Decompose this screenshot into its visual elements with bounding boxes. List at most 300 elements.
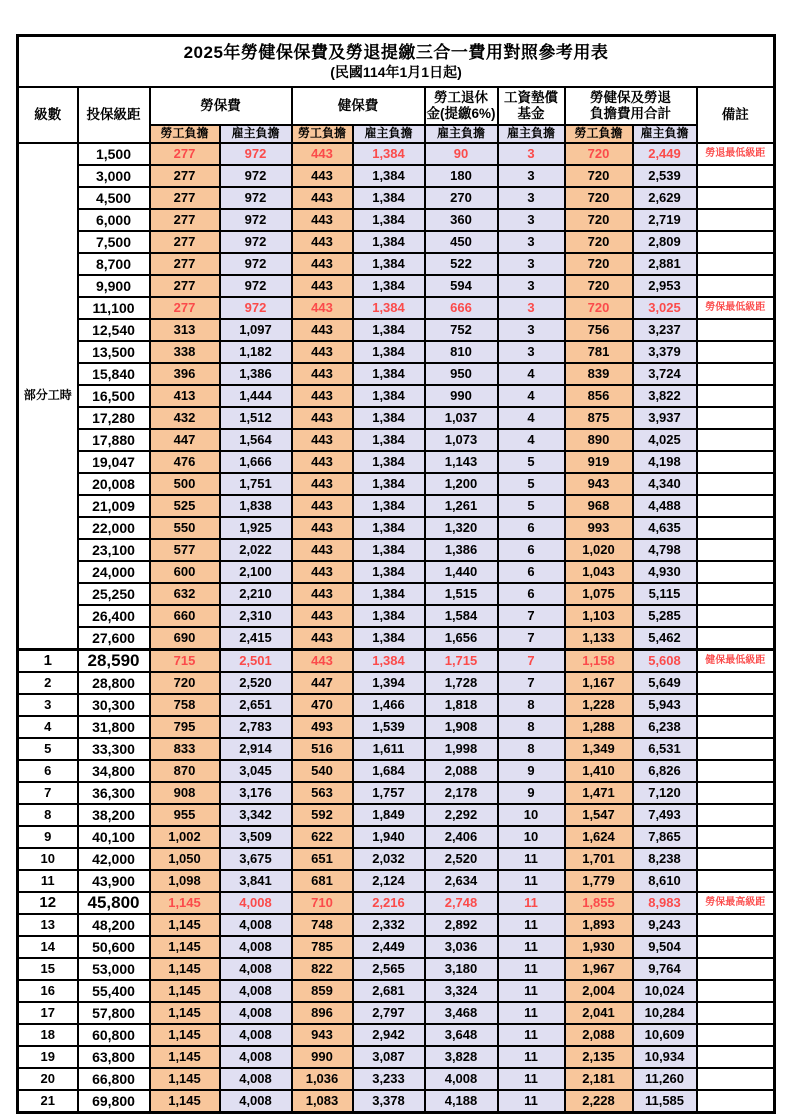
cell-level: 14 <box>18 936 78 958</box>
cell-health-worker: 443 <box>292 605 353 627</box>
cell-wage-fund-employer: 3 <box>498 209 565 231</box>
cell-total-employer: 11,260 <box>633 1068 697 1090</box>
cell-labor-employer: 4,008 <box>220 980 292 1002</box>
cell-bracket: 1,500 <box>78 143 150 165</box>
cell-health-employer: 1,940 <box>353 826 425 848</box>
cell-wage-fund-employer: 4 <box>498 385 565 407</box>
cell-bracket: 38,200 <box>78 804 150 826</box>
cell-wage-fund-employer: 3 <box>498 231 565 253</box>
cell-labor-employer: 2,415 <box>220 627 292 650</box>
cell-labor-worker: 476 <box>150 451 220 473</box>
col-header-labor-insurance: 勞保費 <box>150 87 292 125</box>
cell-health-worker: 443 <box>292 319 353 341</box>
cell-total-worker: 720 <box>565 231 633 253</box>
cell-bracket: 55,400 <box>78 980 150 1002</box>
table-row <box>18 385 775 407</box>
cell-total-worker: 756 <box>565 319 633 341</box>
cell-pension-employer: 1,037 <box>425 407 498 429</box>
cell-bracket: 34,800 <box>78 760 150 782</box>
cell-labor-worker: 632 <box>150 583 220 605</box>
subheader-total-worker: 勞工負擔 <box>565 125 633 143</box>
cell-total-employer: 4,488 <box>633 495 697 517</box>
cell-labor-employer: 4,008 <box>220 1046 292 1068</box>
pension-line1: 勞工退休 <box>434 90 488 106</box>
table-row <box>18 892 775 914</box>
col-header-level: 級數 <box>18 87 78 143</box>
cell-pension-employer: 950 <box>425 363 498 385</box>
cell-total-employer: 11,585 <box>633 1090 697 1113</box>
table-row <box>18 694 775 716</box>
cell-labor-worker: 432 <box>150 407 220 429</box>
cell-health-worker: 443 <box>292 363 353 385</box>
cell-health-worker: 443 <box>292 561 353 583</box>
cell-wage-fund-employer: 3 <box>498 275 565 297</box>
cell-wage-fund-employer: 3 <box>498 187 565 209</box>
cell-wage-fund-employer: 6 <box>498 539 565 561</box>
cell-labor-worker: 525 <box>150 495 220 517</box>
cell-total-worker: 1,133 <box>565 627 633 650</box>
pension-line2: 金(提繳6%) <box>426 106 496 121</box>
cell-labor-employer: 4,008 <box>220 936 292 958</box>
cell-pension-employer: 522 <box>425 253 498 275</box>
cell-pension-employer: 1,440 <box>425 561 498 583</box>
cell-bracket: 15,840 <box>78 363 150 385</box>
cell-health-employer: 1,757 <box>353 782 425 804</box>
cell-labor-employer: 972 <box>220 253 292 275</box>
cell-health-worker: 943 <box>292 1024 353 1046</box>
cell-labor-worker: 338 <box>150 341 220 363</box>
cell-wage-fund-employer: 5 <box>498 473 565 495</box>
cell-total-worker: 856 <box>565 385 633 407</box>
cell-pension-employer: 2,178 <box>425 782 498 804</box>
cell-pension-employer: 2,520 <box>425 848 498 870</box>
table-row <box>18 605 775 627</box>
cell-wage-fund-employer: 8 <box>498 716 565 738</box>
cell-labor-worker: 277 <box>150 165 220 187</box>
cell-labor-employer: 2,914 <box>220 738 292 760</box>
cell-total-worker: 1,158 <box>565 650 633 673</box>
cell-labor-worker: 795 <box>150 716 220 738</box>
cell-labor-employer: 972 <box>220 143 292 165</box>
cell-total-worker: 839 <box>565 363 633 385</box>
cell-total-employer: 3,237 <box>633 319 697 341</box>
cell-wage-fund-employer: 7 <box>498 650 565 673</box>
cell-labor-employer: 2,100 <box>220 561 292 583</box>
cell-labor-employer: 3,509 <box>220 826 292 848</box>
cell-health-employer: 1,384 <box>353 407 425 429</box>
cell-labor-worker: 277 <box>150 253 220 275</box>
cell-labor-employer: 2,520 <box>220 672 292 694</box>
cell-level: 19 <box>18 1046 78 1068</box>
cell-health-employer: 1,384 <box>353 297 425 319</box>
cell-remark: 勞保最低級距 <box>697 297 775 319</box>
cell-remark: 勞保最高級距 <box>697 892 775 914</box>
cell-health-employer: 1,384 <box>353 253 425 275</box>
cell-total-employer: 10,934 <box>633 1046 697 1068</box>
cell-level: 1 <box>18 650 78 673</box>
cell-bracket: 20,008 <box>78 473 150 495</box>
cell-total-employer: 3,379 <box>633 341 697 363</box>
cell-total-worker: 1,779 <box>565 870 633 892</box>
cell-labor-employer: 1,444 <box>220 385 292 407</box>
cell-remark <box>697 605 775 627</box>
cell-pension-employer: 594 <box>425 275 498 297</box>
subheader-pension-employer: 雇主負擔 <box>425 125 498 143</box>
table-row <box>18 980 775 1002</box>
cell-total-worker: 1,075 <box>565 583 633 605</box>
cell-bracket: 3,000 <box>78 165 150 187</box>
cell-health-worker: 443 <box>292 451 353 473</box>
cell-bracket: 66,800 <box>78 1068 150 1090</box>
cell-wage-fund-employer: 3 <box>498 165 565 187</box>
cell-health-worker: 443 <box>292 627 353 650</box>
cell-health-employer: 2,797 <box>353 1002 425 1024</box>
cell-level: 4 <box>18 716 78 738</box>
cell-wage-fund-employer: 11 <box>498 958 565 980</box>
table-row <box>18 870 775 892</box>
table-row <box>18 1068 775 1090</box>
cell-health-employer: 1,384 <box>353 209 425 231</box>
cell-total-employer: 2,539 <box>633 165 697 187</box>
table-row <box>18 583 775 605</box>
cell-labor-employer: 1,512 <box>220 407 292 429</box>
cell-labor-worker: 600 <box>150 561 220 583</box>
cell-total-worker: 1,624 <box>565 826 633 848</box>
cell-health-employer: 1,394 <box>353 672 425 694</box>
cell-health-employer: 1,384 <box>353 627 425 650</box>
cell-total-worker: 1,288 <box>565 716 633 738</box>
cell-remark <box>697 1002 775 1024</box>
cell-bracket: 24,000 <box>78 561 150 583</box>
cell-wage-fund-employer: 6 <box>498 561 565 583</box>
total-line1: 勞健保及勞退 <box>590 90 671 106</box>
cell-health-worker: 493 <box>292 716 353 738</box>
cell-total-employer: 3,025 <box>633 297 697 319</box>
cell-labor-worker: 1,145 <box>150 980 220 1002</box>
cell-total-employer: 10,284 <box>633 1002 697 1024</box>
col-header-wage-fund <box>498 87 565 125</box>
cell-pension-employer: 2,406 <box>425 826 498 848</box>
cell-health-employer: 1,384 <box>353 650 425 673</box>
cell-labor-employer: 3,176 <box>220 782 292 804</box>
table-row <box>18 738 775 760</box>
table-row <box>18 165 775 187</box>
cell-wage-fund-employer: 3 <box>498 253 565 275</box>
cell-health-worker: 443 <box>292 209 353 231</box>
cell-health-employer: 2,565 <box>353 958 425 980</box>
cell-total-worker: 1,020 <box>565 539 633 561</box>
cell-labor-worker: 870 <box>150 760 220 782</box>
cell-health-employer: 2,449 <box>353 936 425 958</box>
cell-health-employer: 1,466 <box>353 694 425 716</box>
cell-health-worker: 443 <box>292 275 353 297</box>
cell-health-worker: 563 <box>292 782 353 804</box>
cell-labor-employer: 1,564 <box>220 429 292 451</box>
cell-wage-fund-employer: 3 <box>498 319 565 341</box>
cell-total-employer: 7,120 <box>633 782 697 804</box>
cell-labor-employer: 972 <box>220 209 292 231</box>
cell-labor-employer: 1,925 <box>220 517 292 539</box>
cell-wage-fund-employer: 11 <box>498 1024 565 1046</box>
table-row <box>18 627 775 650</box>
cell-total-employer: 2,629 <box>633 187 697 209</box>
cell-bracket: 26,400 <box>78 605 150 627</box>
cell-bracket: 22,000 <box>78 517 150 539</box>
cell-wage-fund-employer: 7 <box>498 605 565 627</box>
table-row <box>18 429 775 451</box>
cell-pension-employer: 2,892 <box>425 914 498 936</box>
cell-labor-worker: 1,002 <box>150 826 220 848</box>
cell-wage-fund-employer: 11 <box>498 980 565 1002</box>
cell-bracket: 45,800 <box>78 892 150 914</box>
cell-pension-employer: 1,515 <box>425 583 498 605</box>
cell-bracket: 36,300 <box>78 782 150 804</box>
cell-bracket: 57,800 <box>78 1002 150 1024</box>
col-header-remark: 備註 <box>697 87 775 143</box>
cell-level: 11 <box>18 870 78 892</box>
cell-total-worker: 1,967 <box>565 958 633 980</box>
part-time-label: 部分工時 <box>18 143 78 650</box>
cell-health-worker: 443 <box>292 143 353 165</box>
cell-health-employer: 3,233 <box>353 1068 425 1090</box>
cell-total-employer: 5,115 <box>633 583 697 605</box>
cell-pension-employer: 3,324 <box>425 980 498 1002</box>
cell-total-worker: 1,228 <box>565 694 633 716</box>
table-row <box>18 319 775 341</box>
table-row <box>18 451 775 473</box>
cell-level: 2 <box>18 672 78 694</box>
cell-remark <box>697 672 775 694</box>
cell-total-worker: 720 <box>565 253 633 275</box>
cell-health-employer: 1,384 <box>353 341 425 363</box>
cell-total-employer: 3,822 <box>633 385 697 407</box>
cell-wage-fund-employer: 7 <box>498 627 565 650</box>
cell-health-worker: 443 <box>292 650 353 673</box>
cell-level: 10 <box>18 848 78 870</box>
cell-total-employer: 2,719 <box>633 209 697 231</box>
cell-remark <box>697 1068 775 1090</box>
cell-wage-fund-employer: 8 <box>498 694 565 716</box>
wage-fund-line1: 工資墊償 <box>504 90 558 106</box>
cell-total-employer: 2,881 <box>633 253 697 275</box>
cell-pension-employer: 450 <box>425 231 498 253</box>
cell-health-employer: 1,384 <box>353 473 425 495</box>
table-row <box>18 650 775 673</box>
cell-labor-worker: 908 <box>150 782 220 804</box>
cell-total-worker: 720 <box>565 275 633 297</box>
cell-wage-fund-employer: 11 <box>498 1002 565 1024</box>
cell-total-employer: 10,609 <box>633 1024 697 1046</box>
cell-pension-employer: 1,200 <box>425 473 498 495</box>
cell-total-employer: 9,504 <box>633 936 697 958</box>
cell-health-employer: 1,384 <box>353 429 425 451</box>
cell-labor-worker: 660 <box>150 605 220 627</box>
table-row <box>18 253 775 275</box>
cell-remark <box>697 473 775 495</box>
cell-labor-worker: 577 <box>150 539 220 561</box>
cell-health-employer: 2,124 <box>353 870 425 892</box>
cell-total-worker: 720 <box>565 143 633 165</box>
cell-bracket: 28,590 <box>78 650 150 673</box>
table-row <box>18 782 775 804</box>
cell-total-worker: 1,349 <box>565 738 633 760</box>
table-row <box>18 1046 775 1068</box>
cell-remark <box>697 429 775 451</box>
cell-bracket: 43,900 <box>78 870 150 892</box>
cell-pension-employer: 1,656 <box>425 627 498 650</box>
cell-bracket: 9,900 <box>78 275 150 297</box>
cell-health-worker: 443 <box>292 165 353 187</box>
cell-bracket: 25,250 <box>78 583 150 605</box>
subheader-wage-fund-employer: 雇主負擔 <box>498 125 565 143</box>
cell-pension-employer: 810 <box>425 341 498 363</box>
cell-total-employer: 3,724 <box>633 363 697 385</box>
cell-wage-fund-employer: 11 <box>498 914 565 936</box>
table-row <box>18 297 775 319</box>
cell-remark <box>697 694 775 716</box>
cell-total-worker: 890 <box>565 429 633 451</box>
cell-level: 12 <box>18 892 78 914</box>
cell-labor-employer: 972 <box>220 231 292 253</box>
cell-bracket: 23,100 <box>78 539 150 561</box>
cell-level: 7 <box>18 782 78 804</box>
cell-total-employer: 2,953 <box>633 275 697 297</box>
cell-pension-employer: 1,073 <box>425 429 498 451</box>
cell-remark <box>697 539 775 561</box>
cell-total-employer: 9,243 <box>633 914 697 936</box>
cell-health-employer: 1,384 <box>353 385 425 407</box>
cell-remark <box>697 583 775 605</box>
cell-health-employer: 3,087 <box>353 1046 425 1068</box>
cell-pension-employer: 3,036 <box>425 936 498 958</box>
cell-pension-employer: 1,728 <box>425 672 498 694</box>
cell-labor-employer: 2,783 <box>220 716 292 738</box>
wage-fund-line2: 基金 <box>517 106 545 121</box>
table-row <box>18 936 775 958</box>
table-row <box>18 209 775 231</box>
cell-wage-fund-employer: 9 <box>498 782 565 804</box>
cell-health-worker: 443 <box>292 253 353 275</box>
table-row <box>18 187 775 209</box>
cell-health-employer: 3,378 <box>353 1090 425 1113</box>
cell-pension-employer: 990 <box>425 385 498 407</box>
cell-labor-worker: 277 <box>150 275 220 297</box>
cell-wage-fund-employer: 3 <box>498 297 565 319</box>
subheader-total-employer: 雇主負擔 <box>633 125 697 143</box>
cell-bracket: 17,280 <box>78 407 150 429</box>
cell-labor-employer: 2,501 <box>220 650 292 673</box>
cell-labor-employer: 4,008 <box>220 958 292 980</box>
col-header-bracket: 投保級距 <box>78 87 150 143</box>
cell-bracket: 48,200 <box>78 914 150 936</box>
cell-health-employer: 1,384 <box>353 451 425 473</box>
cell-health-employer: 1,384 <box>353 275 425 297</box>
table-row <box>18 495 775 517</box>
table-row <box>18 473 775 495</box>
cell-wage-fund-employer: 11 <box>498 848 565 870</box>
cell-health-employer: 1,684 <box>353 760 425 782</box>
cell-wage-fund-employer: 6 <box>498 517 565 539</box>
cell-total-worker: 875 <box>565 407 633 429</box>
table-row <box>18 517 775 539</box>
cell-wage-fund-employer: 3 <box>498 341 565 363</box>
cell-total-employer: 4,340 <box>633 473 697 495</box>
cell-pension-employer: 360 <box>425 209 498 231</box>
cell-bracket: 69,800 <box>78 1090 150 1113</box>
cell-labor-worker: 277 <box>150 209 220 231</box>
cell-total-worker: 1,547 <box>565 804 633 826</box>
cell-labor-employer: 1,097 <box>220 319 292 341</box>
table-row <box>18 958 775 980</box>
cell-labor-worker: 758 <box>150 694 220 716</box>
cell-bracket: 33,300 <box>78 738 150 760</box>
cell-labor-worker: 277 <box>150 187 220 209</box>
cell-total-employer: 6,826 <box>633 760 697 782</box>
subheader-health-worker: 勞工負擔 <box>292 125 353 143</box>
cell-total-employer: 4,025 <box>633 429 697 451</box>
cell-health-worker: 540 <box>292 760 353 782</box>
cell-labor-worker: 1,145 <box>150 1046 220 1068</box>
cell-level: 3 <box>18 694 78 716</box>
cell-labor-employer: 972 <box>220 297 292 319</box>
table-row <box>18 1002 775 1024</box>
cell-wage-fund-employer: 11 <box>498 936 565 958</box>
cell-bracket: 31,800 <box>78 716 150 738</box>
cell-level: 13 <box>18 914 78 936</box>
cell-total-employer: 4,930 <box>633 561 697 583</box>
cell-health-worker: 443 <box>292 473 353 495</box>
col-header-pension <box>425 87 498 125</box>
cell-labor-employer: 1,838 <box>220 495 292 517</box>
table-row <box>18 275 775 297</box>
cell-bracket: 53,000 <box>78 958 150 980</box>
cell-total-worker: 720 <box>565 297 633 319</box>
cell-bracket: 17,880 <box>78 429 150 451</box>
cell-pension-employer: 2,292 <box>425 804 498 826</box>
table-row <box>18 561 775 583</box>
cell-total-employer: 10,024 <box>633 980 697 1002</box>
cell-wage-fund-employer: 6 <box>498 583 565 605</box>
cell-labor-employer: 2,210 <box>220 583 292 605</box>
cell-health-worker: 443 <box>292 297 353 319</box>
col-header-health-insurance: 健保費 <box>292 87 425 125</box>
cell-level: 16 <box>18 980 78 1002</box>
cell-total-employer: 8,238 <box>633 848 697 870</box>
cell-bracket: 13,500 <box>78 341 150 363</box>
cell-labor-worker: 413 <box>150 385 220 407</box>
cell-remark <box>697 165 775 187</box>
cell-level: 5 <box>18 738 78 760</box>
cell-health-employer: 1,384 <box>353 319 425 341</box>
cell-wage-fund-employer: 10 <box>498 826 565 848</box>
cell-labor-employer: 2,022 <box>220 539 292 561</box>
cell-wage-fund-employer: 10 <box>498 804 565 826</box>
cell-total-worker: 1,410 <box>565 760 633 782</box>
cell-total-worker: 1,855 <box>565 892 633 914</box>
cell-health-worker: 443 <box>292 517 353 539</box>
cell-health-employer: 1,384 <box>353 143 425 165</box>
cell-wage-fund-employer: 5 <box>498 495 565 517</box>
cell-health-worker: 470 <box>292 694 353 716</box>
cell-level: 18 <box>18 1024 78 1046</box>
cell-wage-fund-employer: 11 <box>498 1090 565 1113</box>
cell-total-worker: 720 <box>565 187 633 209</box>
cell-pension-employer: 3,828 <box>425 1046 498 1068</box>
cell-remark <box>697 870 775 892</box>
cell-health-worker: 443 <box>292 231 353 253</box>
cell-labor-worker: 277 <box>150 297 220 319</box>
table-row <box>18 826 775 848</box>
